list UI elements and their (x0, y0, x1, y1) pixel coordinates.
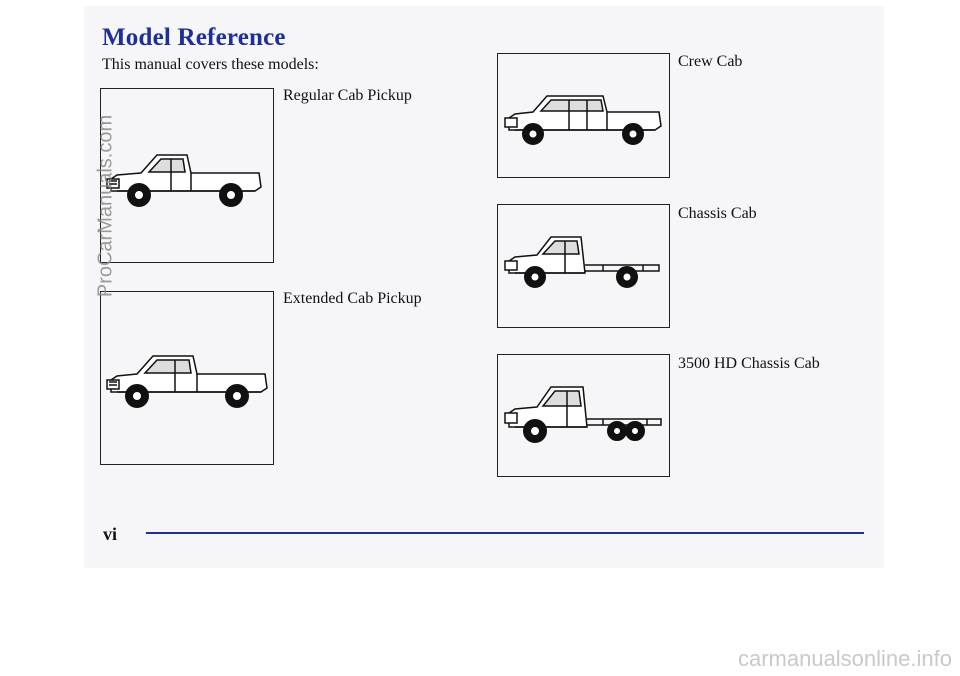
model-label-crew-cab: Crew Cab (678, 53, 743, 70)
bottom-watermark: carmanualsonline.info (737, 646, 952, 671)
page-title: Model Reference (102, 24, 286, 51)
crew-cab-frame (497, 53, 670, 178)
chassis-cab-illustration (503, 231, 667, 297)
hd-chassis-cab-frame (497, 354, 670, 477)
extended-cab-pickup-illustration (105, 348, 271, 418)
chassis-cab-frame (497, 204, 670, 328)
regular-cab-pickup-illustration (105, 147, 265, 217)
extended-cab-frame (100, 291, 274, 465)
page-number: vi (103, 524, 118, 544)
model-label-3500-hd-chassis-cab: 3500 HD Chassis Cab (678, 355, 820, 372)
footer-rule (146, 532, 864, 534)
model-label-extended-cab: Extended Cab Pickup (283, 290, 422, 307)
model-label-regular-cab: Regular Cab Pickup (283, 87, 412, 104)
crew-cab-illustration (503, 90, 665, 154)
regular-cab-frame (100, 88, 274, 263)
model-label-chassis-cab: Chassis Cab (678, 205, 757, 222)
side-watermark: ProCarManuals.com (94, 114, 117, 298)
3500-hd-chassis-cab-illustration (503, 381, 667, 451)
intro-text: This manual covers these models: (102, 56, 319, 73)
